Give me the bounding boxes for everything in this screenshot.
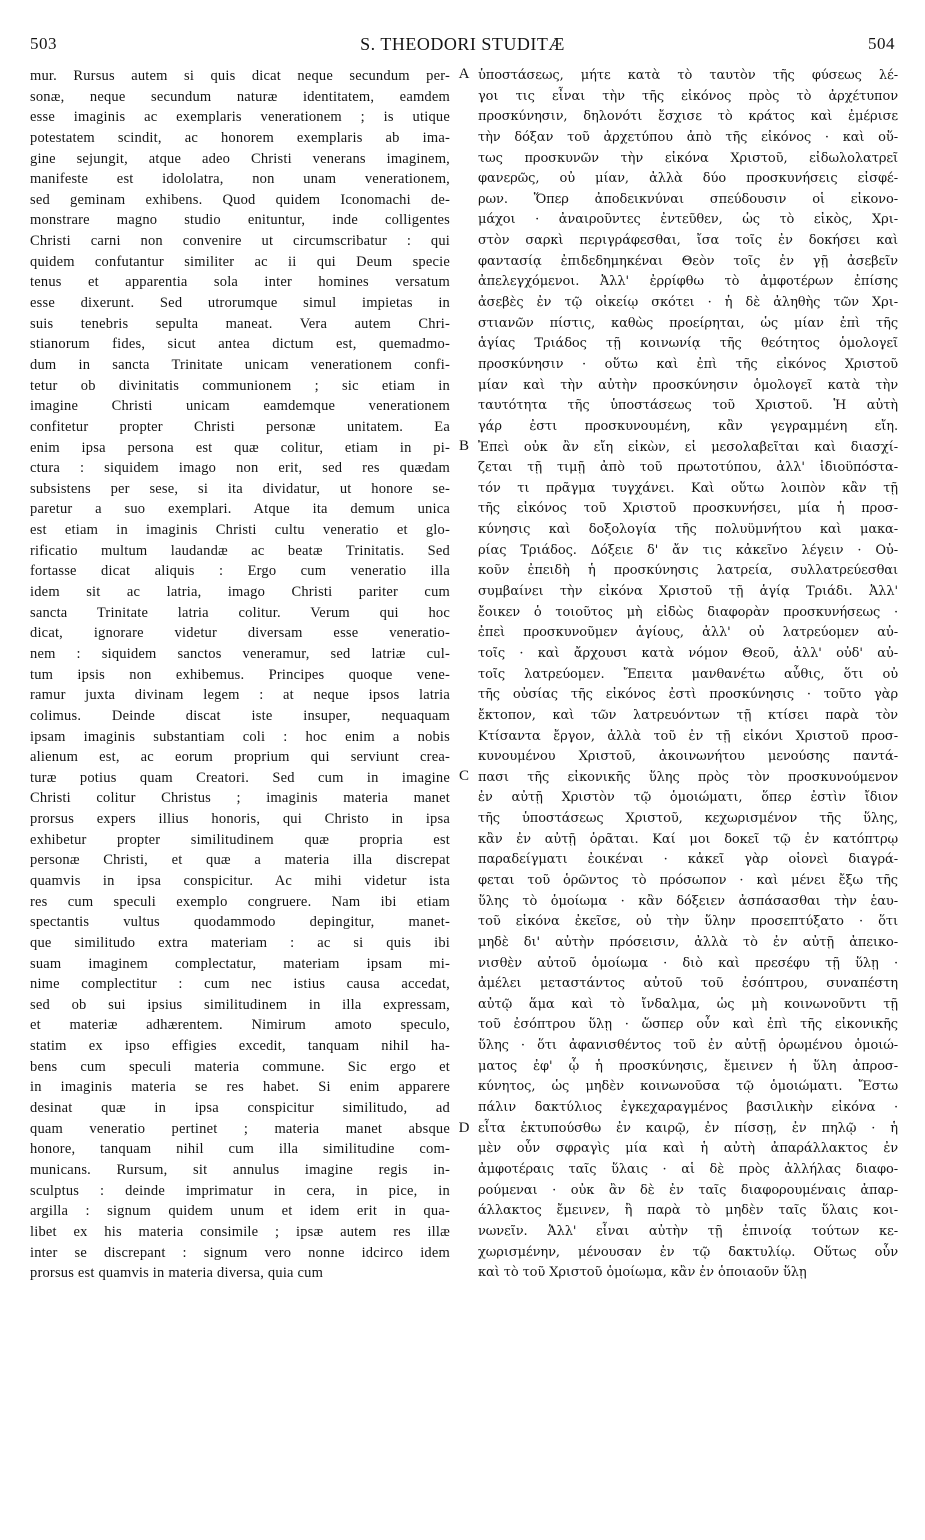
text-line: κἂν ἐν αὐτῇ ὁρᾶται. Καί μοι δοκεῖ τῷ ἐν κατόπτρῳ (478, 831, 898, 847)
text-line: ramur juxta divinam legem : at neque ipsos latria (30, 687, 450, 704)
text-line: στὸν σαρκὶ περιγράφεσθαι, ἴσα τοῖς ἐν δοκήσει καὶ (478, 233, 898, 249)
text-line: μίαν καὶ τὴν αὐτὴν προσκύνησιν ὁμολογεῖ κατὰ τὴν (478, 377, 898, 393)
text-line: Christi carni non convenire ut circumscribatur : qui (30, 233, 450, 250)
text-line: suis tenebris sepulta maneat. Vera autem Chri- (30, 315, 450, 332)
text-line: ὑποστάσεως, μήτε κατὰ τὸ ταυτὸν τῆς φύσεως λέ- (478, 68, 898, 83)
text-line: νωνεῖν. Ἀλλ' εἶναι αὐτὴν τῇ ἐπινοίᾳ τούτων κε- (478, 1223, 898, 1239)
text-line: personæ Christi, et quæ a materia illa discrepat (30, 852, 450, 869)
text-line: enim ipsa persona est quæ colitur, etiam in pi- (30, 439, 450, 456)
text-line: mur. Rursus autem si quis dicat neque secundum per- (30, 68, 450, 84)
text-line: tum ipsis non exhibemus. Principes quoque vene- (30, 666, 450, 683)
text-line: ipsam imaginis substantiam coli : hoc enim a nobis (30, 728, 450, 745)
text-line: rificatio multum laudandæ ac beatæ Trinitatis. Sed (30, 542, 450, 559)
text-line: dicat, ignorare videtur diversam esse veneratio- (30, 625, 450, 642)
text-line: stianorum fides, sicut antea dictum est, quemadmo- (30, 336, 450, 353)
text-line: ἐπεὶ προσκυνοῦμεν ἁγίους, ἀλλ' οὐ λατρεύομεν αὐ- (478, 625, 898, 641)
text-line: κύνητος, ὡς μηδὲν κοινωνοῦσα τῷ ὁμοιώματι. Ἔστω (478, 1079, 898, 1095)
text-line: quidem confutantur similiter ac ii qui Deum specie (30, 253, 450, 270)
text-line: Ἐπεὶ οὐκ ἂν εἴη εἰκὼν, εἰ μεσολαβεῖται καὶ διασχί- (478, 439, 898, 455)
text-line: ὕλης τὸ ὁμοίωμα · κἂν δόξειεν ἀσπάσασθαι τὴν ἑαυ- (478, 893, 898, 909)
text-line: ρων. Ὅπερ ἀποδεικνύναι σπεύδουσιν οἱ εἰκονο- (478, 191, 898, 207)
text-line: φανερῶς, οὐ μίαν, ἀλλὰ δύο προσκυνήσεις εἰσφέ- (478, 171, 898, 187)
text-line: τοῦ εἰκόνα ἐκεῖσε, οὐ τὴν ὕλην προσεπτύξατο · ὅτι (478, 914, 898, 930)
text-line: ζεται τῇ τιμῇ ἀπὸ τοῦ πρωτοτύπου, ἀλλ' ἰδιοϋπόστα- (478, 460, 898, 476)
text-line: suam imaginem complectatur, materiam ipsam mi- (30, 955, 450, 972)
text-line: subsistens per sese, si ita dividatur, ut honore se- (30, 480, 450, 497)
text-line: ἀμέλει μεταστάντος αὐτοῦ τοῦ ἐσόπτρου, συναπέστη (478, 976, 898, 992)
text-line: est etiam in imaginis Christi cultu veneratio et glo- (30, 522, 450, 539)
text-line: in imaginis materia se res habet. Si enim apparere (30, 1079, 450, 1096)
text-line: νισθὲν αὐτοῦ ὁμοίωμα · διὸ καὶ πρεσέφυ τῇ ὕλῃ · (478, 955, 898, 971)
text-line: manifeste est idololatra, non unam venerationem, (30, 171, 450, 188)
text-line: libet ex his materia consimile ; ipsæ autem res illæ (30, 1223, 450, 1240)
text-line: alienum est, ac eorum proprium qui serviunt crea- (30, 749, 450, 766)
text-line: sculptus : deinde imprimatur in cera, in pice, in (30, 1182, 450, 1199)
text-line: esse dixerunt. Sed utrorumque simul impietas in (30, 295, 450, 312)
text-line: κυνουμένου Χριστοῦ, ἀκοινωνήτου μενούσης παντά- (478, 749, 898, 765)
text-line: quamvis in ipsa conspicitur. Ac mihi videtur ista (30, 872, 450, 889)
text-line: statim ex ipso effigies excedit, tanquam nihil ha- (30, 1038, 450, 1055)
text-line: αὐτῷ ἅμα καὶ τὸ ἴνδαλμα, ὡς μὴ κοινωνοῦντι τῇ (478, 996, 898, 1012)
text-line: municans. Rursum, sit annulus imagine regis in- (30, 1161, 450, 1178)
text-line: τῆς ὑποστάσεως Χριστοῦ, κεχωρισμένον τῆς ὕλης, (478, 811, 898, 827)
page-header (30, 34, 895, 58)
text-line: prorsus expers illius honoris, qui Christo in ipsa (30, 811, 450, 828)
text-line: gine sejungit, atque adeo Christi venerans imaginem, (30, 150, 450, 167)
text-line: φαντασίᾳ ἐπιδεδημηκέναι Θεὸν τοῖς ἐν γῇ ἀσεβεῖν (478, 253, 898, 269)
text-line: sed geminam exhibens. Quod quidem Iconomachi de- (30, 191, 450, 208)
text-line: sonæ, neque secundum naturæ identitatem, eamdem (30, 88, 450, 105)
latin-column (30, 66, 450, 1284)
text-line: ἀπελεγχόμενοι. Ἀλλ' ἐρρίφθω τὸ ἀμφοτέρων ἐπίσης (478, 274, 898, 290)
text-line: paretur a suo exemplari. Atque ita demum unica (30, 501, 450, 518)
text-line: potestatem scindit, ac honorem exemplaris ab ima- (30, 129, 450, 146)
text-line: μὲν οὖν σφραγὶς μία καὶ ἡ αὐτὴ ἀπαράλλακτος ἐν (478, 1141, 898, 1157)
text-line: inter se discrepant : signum vero nonne idcirco idem (30, 1244, 450, 1261)
section-marker-c: C (458, 768, 469, 784)
text-line: nime complectitur : cum nec istius causa accedat, (30, 976, 450, 993)
text-line: ὕλης · ὅτι ἀφανισθέντος τοῦ ἐν αὐτῇ ὁρωμένου ὁμοιώ- (478, 1038, 898, 1054)
text-line: ματος ἐφ' ᾧ ἡ προσκύνησις, ἔμεινεν ἡ ὕλη ἀπροσ- (478, 1058, 898, 1074)
text-line: εἶτα ἐκτυπούσθω ἐν καιρῷ, ἐν πίσσῃ, ἐν πηλῷ · ἡ (478, 1120, 898, 1136)
section-marker-b: B (458, 438, 469, 454)
text-line: μάχοι · ἀναιροῦντες ἐντεῦθεν, ὡς τὸ εἰκὸς, Χρι- (478, 212, 898, 228)
text-line: sancta Trinitate latria colitur. Verum qui hoc (30, 604, 450, 621)
text-line: monstrare magno studio enituntur, inde colligentes (30, 212, 450, 229)
text-line: τῆς εἰκόνος τοῦ Χριστοῦ προσκυνήσει, μία ἡ προσ- (478, 501, 898, 517)
text-line: Christi colitur Christus ; imaginis materia manet (30, 790, 450, 807)
text-line: γοι τις εἶναι τὴν τῆς εἰκόνος πρὸς τὸ ἀρχέτυπον (478, 88, 898, 104)
text-line: prorsus est quamvis in materia diversa, quia cum (30, 1265, 324, 1282)
text-line: que similitudo extra materiam : ac si quis ibi (30, 934, 450, 951)
text-line: ἐν αὐτῇ Χριστὸν τῷ ὁμοιώματι, ὅπερ ἐστὶν ἴδιον (478, 790, 898, 806)
text-line: exhibetur propter similitudinem quæ propria est (30, 831, 450, 848)
text-line: ἔοικεν ὁ τοιοῦτος μὴ εἰδὼς διαφορὰν προσκυνήσεως · (478, 604, 898, 620)
text-line: τόν τι πρᾶγμα τυγχάνει. Καὶ οὕτω λοιπὸν κἂν τῇ (478, 480, 898, 496)
text-line: argilla : signum quidem unum et idem erit in qua- (30, 1203, 450, 1220)
section-marker-d: D (458, 1120, 470, 1136)
text-line: ἁγίας Τριάδος τῇ κοινωνίᾳ τῆς θεότητος ὁμολογεῖ (478, 336, 898, 352)
text-line: colimus. Deinde discat iste insuper, nequaquam (30, 707, 450, 724)
page-number-left: 503 (30, 34, 57, 53)
text-line: γάρ ἐστι προσκυνουμένη, κἂν γεγραμμένη εἴη. (478, 418, 898, 434)
text-line: tetur ob divinitatis communionem ; sic etiam in (30, 377, 450, 394)
text-line: κοῦν ἐπειδὴ ἡ προσκύνησις λατρεία, συλλατρεύεσθαι (478, 563, 898, 579)
text-line: imagine Christi unicam eamdemque venerationem (30, 398, 450, 415)
text-line: turæ potius quam Creatori. Sed cum in imagine (30, 769, 450, 786)
running-title: S. THEODORI STUDITÆ (360, 34, 565, 54)
text-line: confitetur propter Christi personæ unitatem. Ea (30, 418, 450, 435)
text-line: τῆς οὐσίας τῆς εἰκόνος ἐστὶ προσκύνησις · τοῦτο γὰρ (478, 687, 898, 703)
text-line: πάλιν δακτύλιος ἐγκεχαραγμένος βασιλικὴν εἰκόνα · (478, 1100, 898, 1116)
text-line: honore, tanquam nihil cum illa similitudine com- (30, 1141, 450, 1158)
text-line: desinat quæ in ipsa conspicitur similitudo, ad (30, 1100, 450, 1117)
text-line: τοῦ ἐσόπτρου ὕλῃ · ὥσπερ οὖν καὶ ἐπὶ τῆς εἰκονικῆς (478, 1017, 898, 1033)
text-line: et materiæ adhærentem. Nimirum amoto speculo, (30, 1017, 450, 1034)
text-line: ρίας Τριάδος. Δόξειε δ' ἄν τις κἀκεῖνο λέγειν · Οὐ- (478, 542, 898, 558)
text-line: Κτίσαντα ἔργον, ἀλλὰ τοῦ ἐν τῇ εἰκόνι Χριστοῦ προσ- (478, 728, 898, 744)
text-line: χωρισμένην, μένουσαν ἐν τῷ δακτυλίῳ. Οὕτως οὖν (478, 1244, 898, 1260)
text-line: bens cum speculi materia commune. Sic ergo et (30, 1058, 450, 1075)
text-line: fortasse dicat aliquis : Ergo cum veneratio illa (30, 563, 450, 580)
text-line: spectantis vultus quodammodo depingitur, manet- (30, 914, 450, 931)
text-line: quam veneratio pertinet ; materia manet absque (30, 1120, 450, 1137)
text-line: φεται τοῦ ὁρῶντος τὸ πρόσωπον · καὶ μένει ἔξω τῆς (478, 872, 898, 888)
text-line: κύνησις καὶ δοξολογία τῆς πολυϋμνήτου καὶ μακα- (478, 522, 898, 538)
text-line: idem sit ac latria, imago Christi pariter cum (30, 584, 450, 601)
text-line: προσκύνησιν · οὕτω καὶ ἐπὶ τῆς εἰκόνος Χριστοῦ (478, 356, 898, 372)
text-line: συμβαίνει τὴν εἰκόνα Χριστοῦ τῇ ἁγίᾳ Τριάδι. Ἀλλ' (478, 584, 898, 600)
text-line: τως προσκυνῶν τὴν εἰκόνα Χριστοῦ, εἰδωλολατρεῖ (478, 150, 898, 166)
text-line: ρούμεναι · οὐκ ἂν δὲ ἐν ταῖς διαφορουμέναις ἀπαρ- (478, 1182, 898, 1198)
text-line: ἔκτοπον, καὶ τῶν λατρευόντων τῇ κτίσει παρὰ τὸν (478, 707, 898, 723)
text-line: tenus et apparentia sola inter homines versatum (30, 274, 450, 291)
text-line: ταυτότητα τῆς ὑποστάσεως τοῦ Χριστοῦ. Ἡ αὐτὴ (478, 398, 898, 414)
greek-column (478, 66, 898, 1284)
text-line: παραδείγματι ἐοικέναι · κἀκεῖ γὰρ οἱονεὶ διαγρά- (478, 852, 898, 868)
text-line: πασι τῆς εἰκονικῆς ὕλης πρὸς τὸν προσκυνούμενον (478, 769, 898, 785)
text-line: esse imaginis ac exemplaris venerationem ; is utique (30, 109, 450, 126)
text-line: τοῖς · καὶ ἄρχουσι κατὰ νόμον Θεοῦ, ἀλλ' οὐδ' αὐ- (478, 645, 898, 661)
text-line: μηδὲ δι' αὐτὴν πρόσεισιν, ἀλλὰ τὸ ἐν αὐτῇ ἀπεικο- (478, 934, 898, 950)
text-line: τοῖς λατρεύομεν. Ἔπειτα μανθανέτω αὖθις, ὅτι οὐ (478, 666, 898, 682)
text-line: ἀσεβὲς ἐν τῷ οἰκείῳ σκότει · ἡ δὲ ἀληθὴς τῶν Χρι- (478, 295, 898, 311)
text-line: τὴν δόξαν τοῦ ἀρχετύπου ἀπὸ τῆς εἰκόνος · καὶ οὕ- (478, 129, 898, 145)
page-number-right: 504 (868, 34, 895, 53)
text-line: sed ob sui ipsius similitudinem in illa expressam, (30, 996, 450, 1013)
text-line: στιανῶν πίστις, καθὼς προείρηται, ὡς μίαν ἐπὶ τῆς (478, 315, 898, 331)
text-line: καὶ τὸ τοῦ Χριστοῦ ὁμοίωμα, κἂν ἐν ὁποιαοῦν ὕλῃ (478, 1265, 807, 1281)
text-line: ctura : siquidem imago non erit, sed res quædam (30, 460, 450, 477)
text-line: res cum speculi exemplo congruere. Nam ibi etiam (30, 893, 450, 910)
section-marker-a: A (458, 66, 470, 82)
text-line: nem : siquidem sanctos veneramur, sed latriæ cul- (30, 645, 450, 662)
text-line: προσκύνησιν, δηλονότι ἔσχισε τὸ κράτος καὶ ἐμέρισε (478, 109, 898, 125)
text-line: άλλακτος ἔμεινεν, ἢ παρὰ τὸ μηδὲν ταῖς ὕλαις κοι- (478, 1203, 898, 1219)
text-line: dum in sancta Trinitate unicam venerationem confi- (30, 356, 450, 373)
text-line: ἀμφοτέραις ταῖς ὕλαις · αἱ δὲ πρὸς ἀλλήλας διαφο- (478, 1161, 898, 1177)
